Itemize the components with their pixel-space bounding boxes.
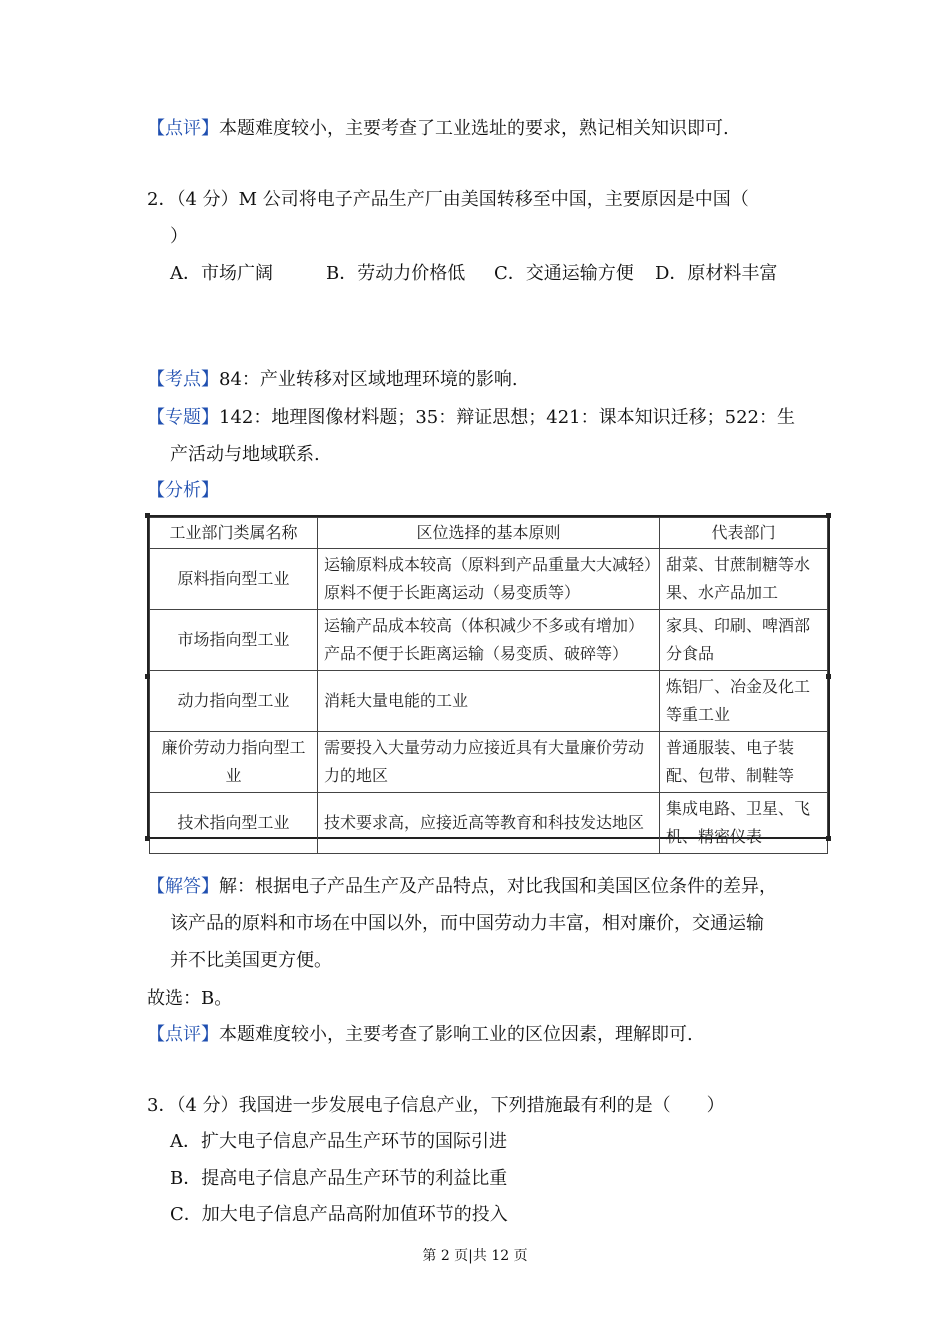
zhuanti-cont: 产活动与地域联系. [170,444,320,465]
table-cell: 消耗大量电能的工业 [318,671,660,732]
table-row [150,610,828,671]
table-cell: 技术要求高，应接近高等教育和科技发达地区 [318,793,660,854]
table-cell: 炼铝厂、冶金及化工等重工业 [660,671,828,732]
table-cell: 运输产品成本较高（体积减少不多或有增加）产品不便于长距离运输（易变质、破碎等） [318,610,660,671]
page-footer: 第 2 页|共 12 页 [422,1248,528,1264]
jieda-line3: 并不比美国更方便。 [170,950,332,971]
comment-2 [147,1022,693,1048]
table-cell: 廉价劳动力指向型工业 [150,732,318,793]
resize-handle [145,513,150,518]
q3-option-a: A．扩大电子信息产品生产环节的国际引进 [170,1131,507,1152]
resize-handle [826,513,831,518]
resize-handle [826,674,831,679]
comment-text: 本题难度较小，主要考查了工业选址的要求，熟记相关知识即可. [219,118,729,139]
option-b: B．劳动力价格低 [326,263,466,284]
table-header: 区位选择的基本原则 [318,518,660,549]
jieda-text: 解：根据电子产品生产及产品特点，对比我国和美国区位条件的差异， [219,876,777,897]
table-row [150,732,828,793]
resize-handle [145,836,150,841]
q3-option-b: B．提高电子信息产品生产环节的利益比重 [170,1168,508,1189]
comment-tag: 【点评】 [147,118,219,139]
zhuanti [147,405,795,431]
table-cell: 运输原料成本较高（原料到产品重量大大减轻）原料不便于长距离运动（易变质等） [318,549,660,610]
table-row [150,793,828,854]
question-3-stem: 3．（4 分）我国进一步发展电子信息产业，下列措施最有利的是（ ） [147,1095,725,1116]
fenxi [147,478,219,504]
comment-text: 本题难度较小，主要考查了影响工业的区位因素，理解即可. [219,1024,693,1045]
table-cell: 技术指向型工业 [150,793,318,854]
table-header: 代表部门 [660,518,828,549]
table-cell: 甜菜、甘蔗制糖等水果、水产品加工 [660,549,828,610]
option-d: D．原材料丰富 [655,263,778,284]
jieda-tag: 【解答】 [147,876,219,897]
resize-handle [145,674,150,679]
kaodian [147,367,518,393]
table-header: 工业部门类属名称 [150,518,318,549]
answer: 故选：B。 [147,988,233,1009]
question-2-stem: 2．（4 分）M 公司将电子产品生产厂由美国转移至中国，主要原因是中国（ [147,189,749,210]
table-row [150,671,828,732]
industry-location-table [147,515,830,846]
table-row [150,549,828,610]
table-cell: 原料指向型工业 [150,549,318,610]
comment-1 [147,116,729,142]
table-cell: 集成电路、卫星、飞机、精密仪表 [660,793,828,854]
table-header-row [150,518,828,549]
jieda-line2: 该产品的原料和市场在中国以外，而中国劳动力丰富，相对廉价，交通运输 [170,913,764,934]
table-cell: 市场指向型工业 [150,610,318,671]
kaodian-text: 84：产业转移对区域地理环境的影响. [219,369,518,390]
jieda [147,874,777,900]
fenxi-tag: 【分析】 [147,480,219,501]
table-cell: 动力指向型工业 [150,671,318,732]
option-a: A．市场广阔 [170,263,273,284]
kaodian-tag: 【考点】 [147,369,219,390]
resize-handle [826,836,831,841]
table-cell: 需要投入大量劳动力应接近具有大量廉价劳动力的地区 [318,732,660,793]
question-2-stem-cont: ） [170,226,188,247]
table-cell: 家具、印刷、啤酒部分食品 [660,610,828,671]
option-c: C．交通运输方便 [494,263,634,284]
table-cell: 普通服装、电子装配、包带、制鞋等 [660,732,828,793]
q3-option-c: C．加大电子信息产品高附加值环节的投入 [170,1204,508,1225]
zhuanti-text: 142：地理图像材料题；35：辩证思想；421：课本知识迁移；522：生 [219,407,795,428]
comment-tag: 【点评】 [147,1024,219,1045]
zhuanti-tag: 【专题】 [147,407,219,428]
